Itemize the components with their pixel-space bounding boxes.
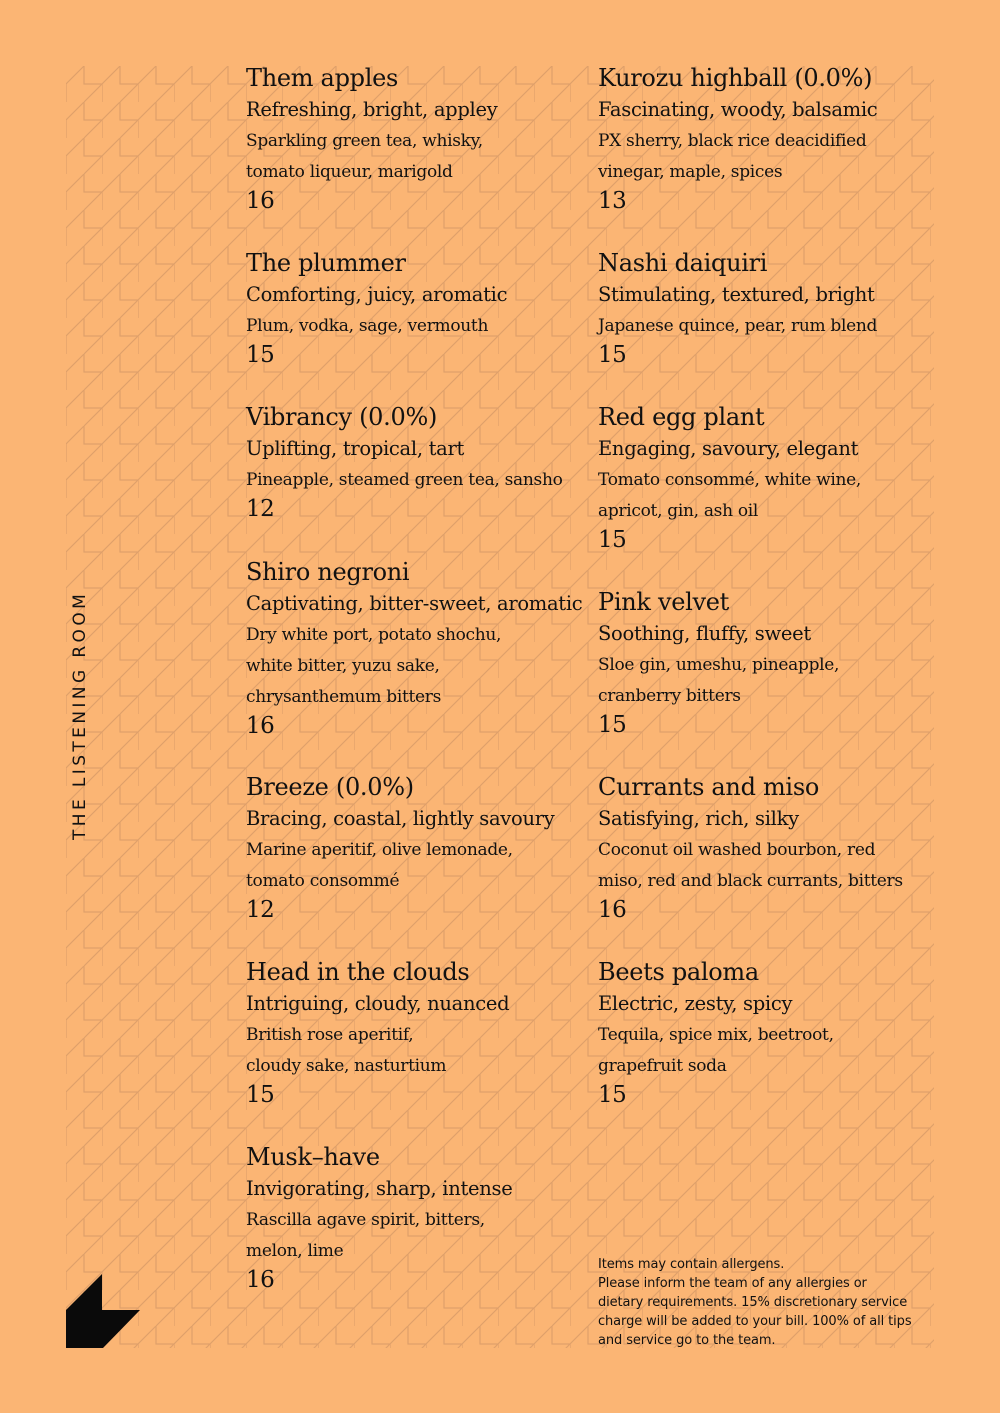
drink-ingredients: tomato liqueur, marigold (246, 162, 453, 182)
note-line: Please inform the team of any allergies or (598, 1276, 867, 1291)
drink-ingredients: Sparkling green tea, whisky, (246, 131, 483, 151)
drink-notes: Engaging, savoury, elegant (598, 437, 859, 460)
drink-ingredients: Rascilla agave spirit, bitters, (246, 1210, 485, 1230)
drink-name: Nashi daiquiri (598, 249, 768, 277)
drink-name: Beets paloma (598, 958, 759, 986)
drink-name: Breeze (0.0%) (246, 773, 414, 801)
note-line: and service go to the team. (598, 1333, 776, 1348)
drink-notes: Bracing, coastal, lightly savoury (246, 807, 555, 830)
drink-name: Musk–have (246, 1143, 380, 1171)
drink-ingredients: chrysanthemum bitters (246, 687, 442, 707)
drink-notes: Fascinating, woody, balsamic (598, 98, 878, 121)
drink-price: 15 (598, 527, 627, 553)
drink-notes: Uplifting, tropical, tart (246, 437, 465, 460)
drink-item (246, 556, 586, 771)
drink-price: 15 (598, 712, 627, 738)
note-line: charge will be added to your bill. 100% of all tips (598, 1314, 912, 1329)
drink-notes: Electric, zesty, spicy (598, 992, 793, 1015)
drink-item (598, 247, 938, 401)
drink-ingredients: Marine aperitif, olive lemonade, (246, 840, 513, 860)
drink-price: 16 (598, 897, 627, 923)
drink-price: 12 (246, 496, 275, 522)
drink-ingredients: apricot, gin, ash oil (598, 501, 759, 521)
drink-price: 15 (598, 342, 627, 368)
note-line: dietary requirements. 15% discretionary service (598, 1295, 908, 1310)
drink-price: 15 (246, 342, 275, 368)
drink-name: Currants and miso (598, 773, 819, 801)
logo-icon (66, 1274, 141, 1348)
drink-item (246, 1141, 586, 1326)
drink-notes: Intriguing, cloudy, nuanced (246, 992, 510, 1015)
drink-ingredients: miso, red and black currants, bitters (598, 871, 903, 891)
drink-ingredients: vinegar, maple, spices (598, 162, 783, 182)
drink-notes: Soothing, fluffy, sweet (598, 622, 811, 645)
drink-ingredients: tomato consommé (246, 871, 400, 891)
drink-notes: Invigorating, sharp, intense (246, 1177, 513, 1200)
menu-column-left (246, 62, 586, 1326)
drink-name: The plummer (246, 249, 406, 277)
drink-ingredients: Japanese quince, pear, rum blend (598, 316, 878, 336)
drink-price: 16 (246, 713, 275, 739)
drink-item (246, 247, 586, 401)
drink-notes: Comforting, juicy, aromatic (246, 283, 508, 306)
drink-name: Pink velvet (598, 588, 729, 616)
drink-item (598, 771, 938, 956)
drink-price: 15 (598, 1082, 627, 1108)
drink-notes: Satisfying, rich, silky (598, 807, 799, 830)
drink-ingredients: Sloe gin, umeshu, pineapple, (598, 655, 840, 675)
drink-ingredients: PX sherry, black rice deacidified (598, 131, 867, 151)
menu-column-right (598, 62, 938, 1141)
drink-item (598, 956, 938, 1141)
drink-notes: Stimulating, textured, bright (598, 283, 875, 306)
drink-item (598, 586, 938, 771)
note-line: Items may contain allergens. (598, 1257, 785, 1272)
allergen-service-note (598, 1255, 943, 1350)
drink-price: 16 (246, 188, 275, 214)
drink-name: Them apples (246, 64, 398, 92)
drink-name: Shiro negroni (246, 558, 410, 586)
drink-ingredients: British rose aperitif, (246, 1025, 414, 1045)
drink-price: 12 (246, 897, 275, 923)
drink-price: 16 (246, 1267, 275, 1293)
drink-notes: Refreshing, bright, appley (246, 98, 498, 121)
drink-ingredients: Pineapple, steamed green tea, sansho (246, 470, 563, 490)
drink-item (246, 956, 586, 1141)
drink-item (246, 401, 586, 556)
drink-price: 13 (598, 188, 627, 214)
drink-name: Head in the clouds (246, 958, 470, 986)
drink-ingredients: white bitter, yuzu sake, (246, 656, 440, 676)
drink-price: 15 (246, 1082, 275, 1108)
venue-title: THE LISTENING ROOM (70, 590, 90, 840)
drink-ingredients: Tequila, spice mix, beetroot, (598, 1025, 834, 1045)
drink-ingredients: Plum, vodka, sage, vermouth (246, 316, 489, 336)
drink-item (246, 771, 586, 956)
drink-ingredients: melon, lime (246, 1241, 344, 1261)
drink-ingredients: cloudy sake, nasturtium (246, 1056, 447, 1076)
drink-name: Kurozu highball (0.0%) (598, 64, 873, 92)
drink-ingredients: Coconut oil washed bourbon, red (598, 840, 876, 860)
drink-name: Vibrancy (0.0%) (246, 403, 438, 431)
drink-item (246, 62, 586, 247)
drink-ingredients: grapefruit soda (598, 1056, 727, 1076)
drink-ingredients: cranberry bitters (598, 686, 741, 706)
drink-name: Red egg plant (598, 403, 765, 431)
drink-item (598, 401, 938, 586)
drink-item (598, 62, 938, 247)
drink-notes: Captivating, bitter-sweet, aromatic (246, 592, 583, 615)
drink-ingredients: Dry white port, potato shochu, (246, 625, 502, 645)
drink-ingredients: Tomato consommé, white wine, (598, 470, 861, 490)
